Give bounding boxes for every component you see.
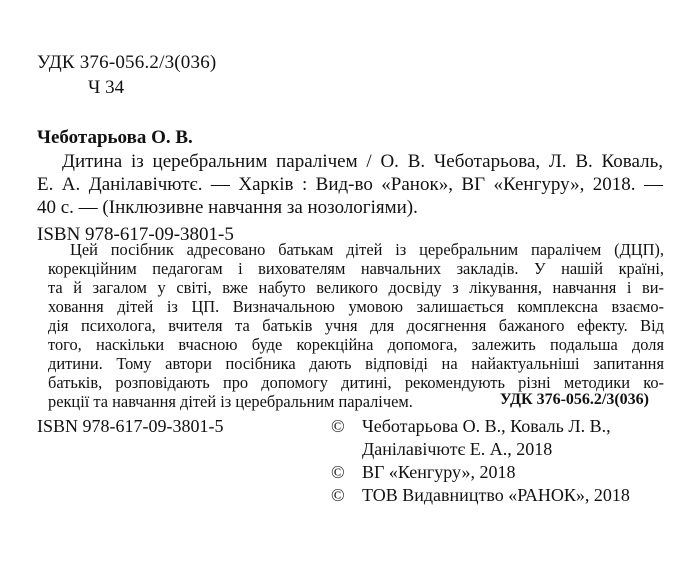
abstract-line: корекційним педагогам і вихователям навчальних закладів. У нашій країні,: [48, 259, 664, 278]
author-sign: Ч 34: [88, 77, 125, 98]
abstract-line: ховання дітей із ЦП. Визначальною умовою залишається комплексна взаємо-: [48, 297, 664, 316]
bibliographic-line: Е. А. Данілавічютє. — Харків : Вид-во «Ранок», ВГ «Кенгуру», 2018. —: [37, 174, 663, 195]
copyright-symbol: ©: [331, 485, 345, 505]
footer-udk-code: УДК 376-056.2/3(036): [499, 391, 649, 408]
copyright-line: Данілавічютє Е. А., 2018: [362, 439, 553, 459]
copyright-line: ВГ «Кенгуру», 2018: [362, 462, 516, 482]
abstract-line: дитини. Тому автори посібника дають відповіді на найактуальніші запитання: [48, 354, 664, 373]
copyright-symbol: ©: [331, 462, 345, 482]
abstract-line: та й загалом у світі, вже набуто великого досвіду з лікування, навчання і ви-: [48, 278, 664, 297]
copyright-line: Чеботарьова О. В., Коваль Л. В.,: [362, 416, 611, 436]
abstract-line: Цей посібник адресовано батькам дітей із церебральним паралічем (ДЦП),: [70, 240, 664, 259]
copyright-line: ТОВ Видавництво «РАНОК», 2018: [362, 485, 630, 505]
footer-isbn: ISBN 978-617-09-3801-5: [37, 416, 224, 436]
abstract-line: батьків, розповідають про допомогу дитині, рекомендують різні методики ко-: [48, 373, 664, 392]
abstract-line: того, наскільки вчасною буде корекційна допомога, залежить подальша доля: [48, 335, 664, 354]
bibliographic-line: Дитина із церебральним паралічем / О. В. Чеботарьова, Л. В. Коваль,: [62, 151, 663, 172]
copyright-symbol: ©: [331, 416, 345, 436]
isbn: ISBN 978-617-09-3801-5: [37, 224, 234, 245]
author-heading: Чеботарьова О. В.: [37, 127, 193, 148]
abstract-line: рекції та навчання дітей із церебральним паралічем.: [48, 392, 413, 411]
abstract-line: дія психолога, вчителя та батьків учня для досягнення бажаного ефекту. Від: [48, 316, 664, 335]
udk-code: УДК 376-056.2/3(036): [37, 52, 217, 73]
bibliographic-line: 40 с. — (Інклюзивне навчання за нозологіями).: [37, 197, 418, 218]
